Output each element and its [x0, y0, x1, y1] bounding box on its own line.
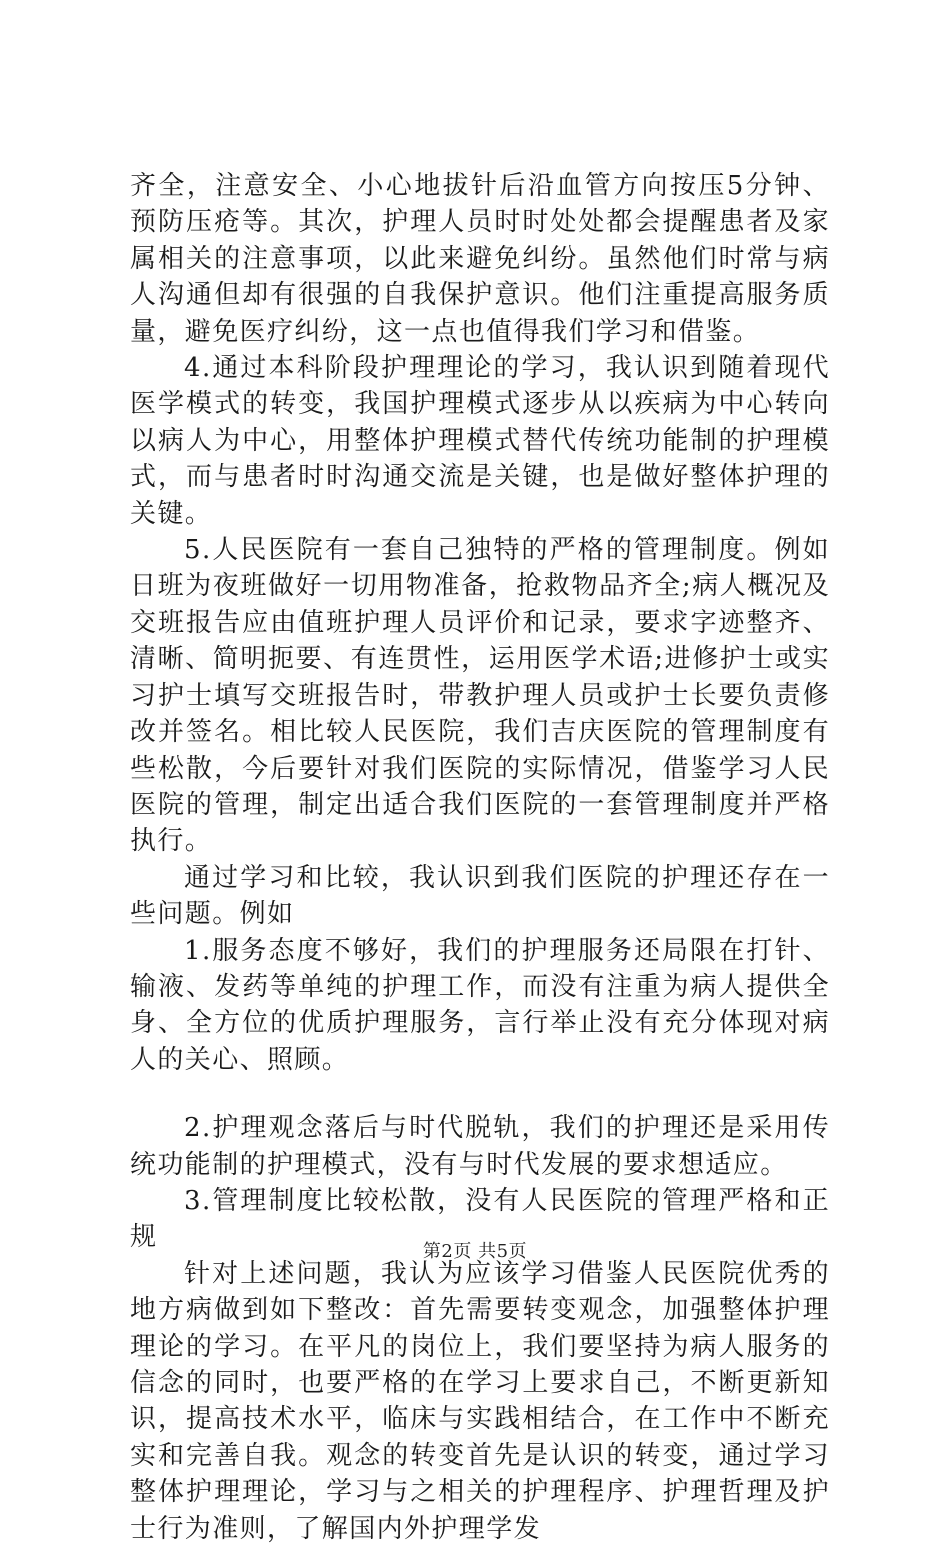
paragraph-item-5: 5.人民医院有一套自己独特的严格的管理制度。例如日班为夜班做好一切用物准备，抢救物品齐全;病人概况及交班报告应由值班护理人员评价和记录，要求字迹整齐、清晰、简明扼要、有连贯性，运用医学术语;进修护士或实习护士填写交班报告时，带教护理人员或护士长要负责修改并签名。相比较人民医院，我们吉庆医院的管理制度有些松散，今后要针对我们医院的实际情况，借鉴学习人民医院的管理，制定出适合我们医院的一套管理制度并严格执行。: [130, 535, 830, 857]
paragraph-remedies: 针对上述问题，我认为应该学习借鉴人民医院优秀的地方病做到如下整改：首先需要转变观念，加强整体护理理论的学习。在平凡的岗位上，我们要坚持为病人服务的信念的同时，也要严格的在学习上要求自己，不断更新知识，提高技术水平，临床与实践相结合，在工作中不断充实和完善自我。观念的转变首先是认识的转变，通过学习整体护理理论，学习与之相关的护理程序、护理哲理及护士行为准则，了解国内外护理学发: [130, 1258, 830, 1544]
paragraph-item-4: 4.通过本科阶段护理理论的学习，我认识到随着现代医学模式的转变，我国护理模式逐步从以疾病为中心转向以病人为中心，用整体护理模式替代传统功能制的护理模式，而与患者时时沟通交流是关键，也是做好整体护理的关键。: [130, 353, 830, 529]
paragraph-problem-2: 2.护理观念落后与时代脱轨，我们的护理还是采用传统功能制的护理模式，没有与时代发展的要求想适应。: [130, 1113, 830, 1180]
paragraph-problems-intro: 通过学习和比较，我认识到我们医院的护理还存在一些问题。例如: [130, 862, 830, 930]
document-body: [130, 168, 830, 1547]
page-footer: 第2页 共5页: [422, 1241, 528, 1262]
paragraph-problem-3: 3.管理制度比较松散，没有人民医院的管理严格和正规: [130, 1185, 830, 1253]
paragraph-continuation: 齐全，注意安全、小心地拔针后沿血管方向按压5分钟、预防压疮等。其次，护理人员时时处处都会提醒患者及家属相关的注意事项，以此来避免纠纷。虽然他们时常与病人沟通但却有很强的自我保护意识。他们注重提高服务质量，避免医疗纠纷，这一点也值得我们学习和借鉴。: [130, 171, 830, 347]
paragraph-problem-1: 1.服务态度不够好，我们的护理服务还局限在打针、输液、发药等单纯的护理工作，而没有注重为病人提供全身、全方位的优质护理服务，言行举止没有充分体现对病人的关心、照顾。: [130, 935, 830, 1075]
